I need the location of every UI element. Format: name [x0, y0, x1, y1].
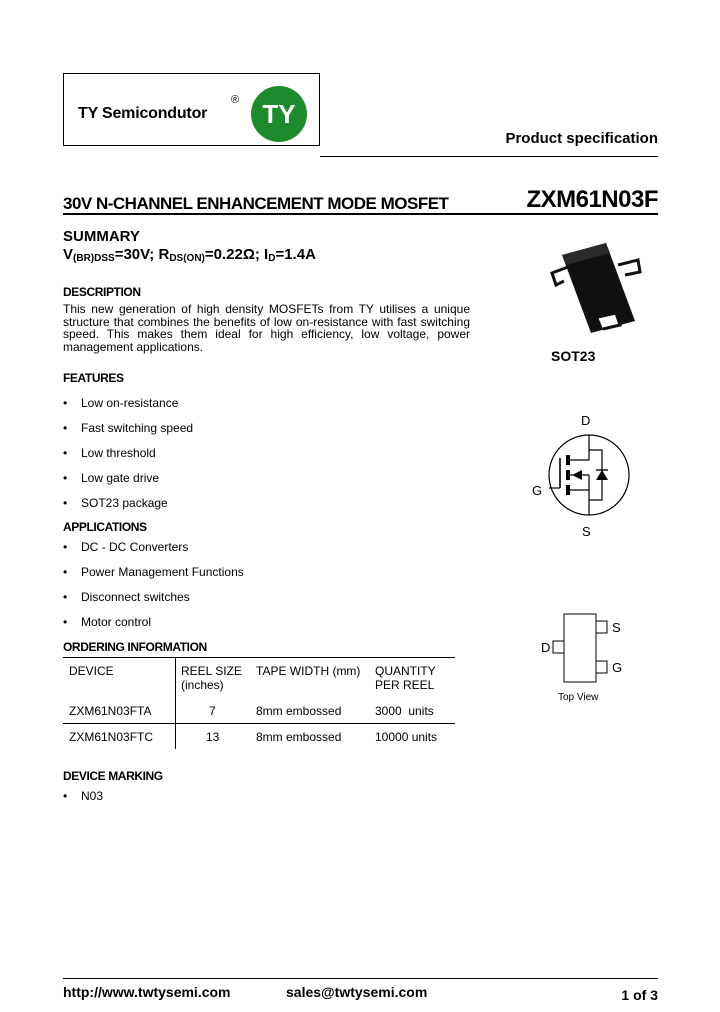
- company-name: TY Semicondutor: [78, 105, 208, 122]
- v-value: =30V;: [114, 246, 159, 263]
- pinout-caption: Top View: [558, 692, 599, 703]
- ordering-col-divider: [175, 657, 176, 749]
- sot23-package-icon: [540, 235, 650, 340]
- marking-item: • N03: [63, 789, 104, 803]
- marking-heading: DEVICE MARKING: [63, 769, 163, 783]
- feature-item: • Low threshold: [63, 446, 156, 460]
- document-title: 30V N-CHANNEL ENHANCEMENT MODE MOSFET: [63, 194, 449, 213]
- application-item: • DC - DC Converters: [63, 540, 189, 554]
- row-reel: 7: [209, 704, 216, 718]
- col-header-reel: REEL SIZE: [181, 664, 242, 678]
- logo-box: [63, 73, 320, 146]
- header-rule: [320, 156, 658, 157]
- ty-logo: TY: [251, 86, 307, 142]
- feature-item: • Low gate drive: [63, 471, 160, 485]
- row-qty: 10000 units: [375, 730, 438, 744]
- row-tape: 8mm embossed: [256, 730, 342, 744]
- row-qty: 3000 units: [375, 704, 434, 718]
- row-tape: 8mm embossed: [256, 704, 342, 718]
- v-symbol: V: [63, 246, 74, 263]
- description-heading: DESCRIPTION: [63, 285, 141, 299]
- summary-heading: SUMMARY: [63, 228, 140, 245]
- pinout-gate-label: G: [612, 660, 623, 675]
- row-device: ZXM61N03FTA: [69, 704, 152, 718]
- feature-item: • Low on-resistance: [63, 396, 179, 410]
- col-header-qty-2: PER REEL: [375, 678, 435, 692]
- footer-rule: [63, 978, 658, 979]
- row-reel: 13: [206, 730, 220, 744]
- feature-item: • Fast switching speed: [63, 421, 194, 435]
- i-value: =1.4A: [275, 246, 316, 263]
- footer-website-link[interactable]: http://www.twtysemi.com: [63, 984, 231, 1000]
- schematic-source-label: S: [582, 524, 591, 539]
- r-symbol: R: [158, 246, 170, 263]
- part-number: ZXM61N03F: [526, 186, 658, 213]
- description-text: This new generation of high density MOSFETs from TY utilises a unique structure that combines the benefits of low on-resistance with fast switching speed. This makes them ideal for high efficiency, low voltage, power management applications.: [63, 302, 470, 354]
- col-header-qty: QUANTITY: [375, 664, 436, 678]
- application-item: • Disconnect switches: [63, 590, 190, 604]
- feature-item: • SOT23 package: [63, 496, 168, 510]
- pinout-top-view-icon: [548, 610, 614, 686]
- i-subscript: D: [268, 253, 276, 264]
- ordering-row-rule: [63, 723, 455, 724]
- application-item: • Power Management Functions: [63, 565, 244, 579]
- col-header-tape: TAPE WIDTH (mm): [256, 664, 361, 678]
- footer-email-link[interactable]: sales@twtysemi.com: [286, 984, 428, 1000]
- ordering-top-rule: [63, 657, 455, 658]
- mosfet-symbol-icon: [544, 430, 634, 520]
- product-specification: Product specification: [505, 130, 658, 147]
- applications-heading: APPLICATIONS: [63, 520, 147, 534]
- ordering-heading: ORDERING INFORMATION: [63, 640, 207, 654]
- summary-line: [63, 246, 316, 264]
- application-item: • Motor control: [63, 615, 152, 629]
- schematic-drain-label: D: [581, 413, 591, 428]
- col-header-device: DEVICE: [69, 664, 114, 678]
- r-value: =0.22Ω;: [204, 246, 265, 263]
- registered-mark: ®: [231, 94, 240, 106]
- package-label: SOT23: [551, 348, 596, 364]
- i-symbol: I: [264, 246, 269, 263]
- pinout-drain-label: D: [541, 640, 551, 655]
- row-device: ZXM61N03FTC: [69, 730, 154, 744]
- r-subscript: DS(ON): [169, 253, 205, 264]
- pinout-source-label: S: [612, 620, 621, 635]
- v-subscript: (BR)DSS: [73, 253, 115, 264]
- col-header-reel-units: (inches): [181, 678, 224, 692]
- schematic-gate-label: G: [532, 483, 543, 498]
- page-number: 1 of 3: [621, 987, 658, 1003]
- title-rule: [63, 213, 658, 215]
- features-heading: FEATURES: [63, 371, 124, 385]
